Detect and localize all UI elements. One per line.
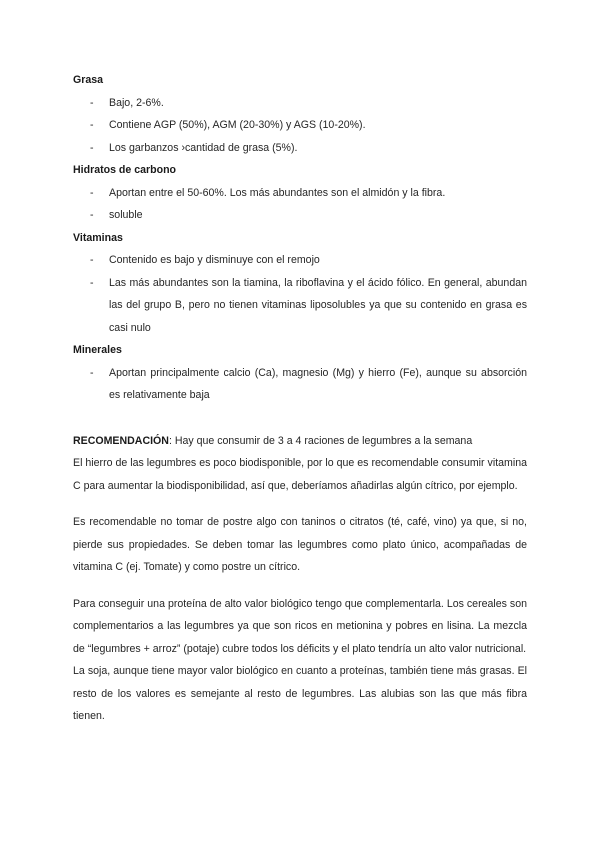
paragraph-soy: La soja, aunque tiene mayor valor biológico en cuanto a proteínas, también tiene más grasas. El resto de los valores es semejante al resto de legumbres. Las alubias son las que más fibra tienen. bbox=[73, 665, 527, 722]
section-heading-grasa: Grasa bbox=[73, 74, 104, 86]
spacer bbox=[73, 497, 527, 511]
list-item-text: Las más abundantes son la tiamina, la riboflavina y el ácido fólico. En general, abundan las del grupo B, pero no tienen vitaminas liposolubles ya que su contenido en grasa es casi nulo bbox=[109, 276, 527, 334]
list-item-text: Aportan entre el 50-60%. Los más abundantes son el almidón y la fibra. bbox=[109, 186, 446, 199]
list-item bbox=[73, 182, 527, 205]
dash-bullet: - bbox=[90, 366, 94, 379]
list-item bbox=[73, 92, 527, 115]
dash-bullet: - bbox=[90, 209, 94, 221]
list-item-text: Los garbanzos ›cantidad de grasa (5%). bbox=[109, 141, 298, 154]
recommendation-line bbox=[73, 430, 527, 453]
list-item-text: Bajo, 2-6%. bbox=[109, 96, 164, 109]
list-item bbox=[73, 114, 527, 137]
paragraph-protein: Para conseguir una proteína de alto valor biológico tengo que complementarla. Los cereales son complementarios a las legumbres ya que son ricos en metionina y pobres en lisina. La mezcla de “legumbres + arroz” (potaje) cubre todos los déficits y el plato tendría un alto valor nutricional. bbox=[73, 597, 527, 655]
dash-bullet: - bbox=[90, 119, 94, 131]
spacer bbox=[73, 407, 527, 430]
list-item-text: soluble bbox=[109, 209, 143, 221]
list-item bbox=[73, 362, 527, 407]
section-heading-vitaminas: Vitaminas bbox=[73, 231, 123, 244]
dash-bullet: - bbox=[90, 254, 94, 266]
dash-bullet: - bbox=[90, 276, 94, 289]
spacer bbox=[73, 579, 527, 593]
recommendation-text: : Hay que consumir de 3 a 4 raciones de legumbres a la semana bbox=[168, 434, 473, 447]
section-heading-minerales: Minerales bbox=[73, 344, 122, 356]
list-item bbox=[73, 249, 527, 272]
list-item bbox=[73, 204, 527, 227]
list-item-text: Contenido es bajo y disminuye con el remojo bbox=[109, 254, 320, 266]
paragraph-iron: El hierro de las legumbres es poco biodisponible, por lo que es recomendable consumir vitamina C para aumentar la biodisponibilidad, así que, deberíamos añadirlas algún cítrico, por ejemplo. bbox=[73, 457, 527, 492]
section-heading-hidratos: Hidratos de carbono bbox=[73, 164, 177, 176]
dash-bullet: - bbox=[90, 96, 94, 109]
recommendation-label: RECOMENDACIÓN bbox=[73, 434, 169, 447]
dash-bullet: - bbox=[90, 141, 94, 154]
list-item bbox=[73, 137, 527, 160]
document-body bbox=[73, 69, 527, 728]
list-item-text: Aportan principalmente calcio (Ca), magnesio (Mg) y hierro (Fe), aunque su absorción es relativamente baja bbox=[109, 366, 527, 401]
list-item bbox=[73, 272, 527, 340]
list-item-text: Contiene AGP (50%), AGM (20-30%) y AGS (10-20%). bbox=[109, 119, 366, 131]
dash-bullet: - bbox=[90, 186, 94, 199]
paragraph-dessert: Es recomendable no tomar de postre algo con taninos o citratos (té, café, vino) ya que, si no, pierde sus propiedades. Se deben tomar las legumbres como plato único, acompañadas de vitamina C (ej. Tomate) y como postre un cítrico. bbox=[73, 516, 527, 573]
